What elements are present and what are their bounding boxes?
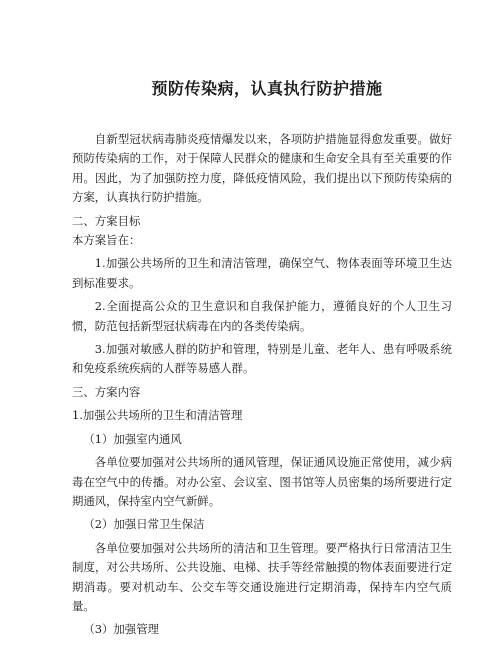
- goal-item-1: 1.加强公共场所的卫生和清洁管理，确保空气、物体表面等环境卫生达到标准要求。: [72, 256, 452, 290]
- goal-item-2: 2.全面提高公众的卫生意识和自我保护能力，遵循良好的个人卫生习惯，防范包括新型冠状病毒在内的各类传染病。: [72, 299, 452, 333]
- subsection-1-body: 各单位要加强对公共场所的通风管理，保证通风设施正常使用，减少病毒在空气中的传播。对办公室、会议室、图书馆等人员密集的场所要进行定期通风，保持室内空气新鲜。: [72, 455, 452, 508]
- subsection-2-body: 各单位要加强对公共场所的清洁和卫生管理。要严格执行日常清洁卫生制度，对公共场所、公共设施、电梯、扶手等经常触摸的物体表面要进行定期消毒。要对机动车、公交车等交通设施进行定期消毒，保持车内空气质量。: [72, 540, 452, 613]
- section-heading-goals: 二、方案目标: [72, 213, 141, 228]
- subsection-2-heading: （2）加强日常卫生保洁: [83, 517, 205, 532]
- document-title: 预防传染病，认真执行防护措施: [151, 79, 383, 98]
- goal-item-3: 3.加强对敏感人群的防护和管理，特别是儿童、老年人、患有呼吸系统和免疫系统疾病的人群等易感人群。: [72, 342, 452, 376]
- intro-paragraph: 自新型冠状病毒肺炎疫情爆发以来，各项防护措施显得愈发重要。做好预防传染病的工作，对于保障人民群众的健康和生命安全具有至关重要的作用。因此，为了加强防控力度，降低疫情风险，我们提出以下预防传染病的方案，认真执行防护措施。: [72, 132, 452, 205]
- section-heading-content: 三、方案内容: [72, 384, 141, 399]
- subsection-3-heading: （3）加强管理: [83, 622, 159, 637]
- content-item-1-heading: 1.加强公共场所的卫生和清洁管理: [72, 408, 243, 423]
- goals-lead: 本方案旨在：: [72, 233, 141, 248]
- subsection-1-heading: （1）加强室内通风: [83, 431, 182, 446]
